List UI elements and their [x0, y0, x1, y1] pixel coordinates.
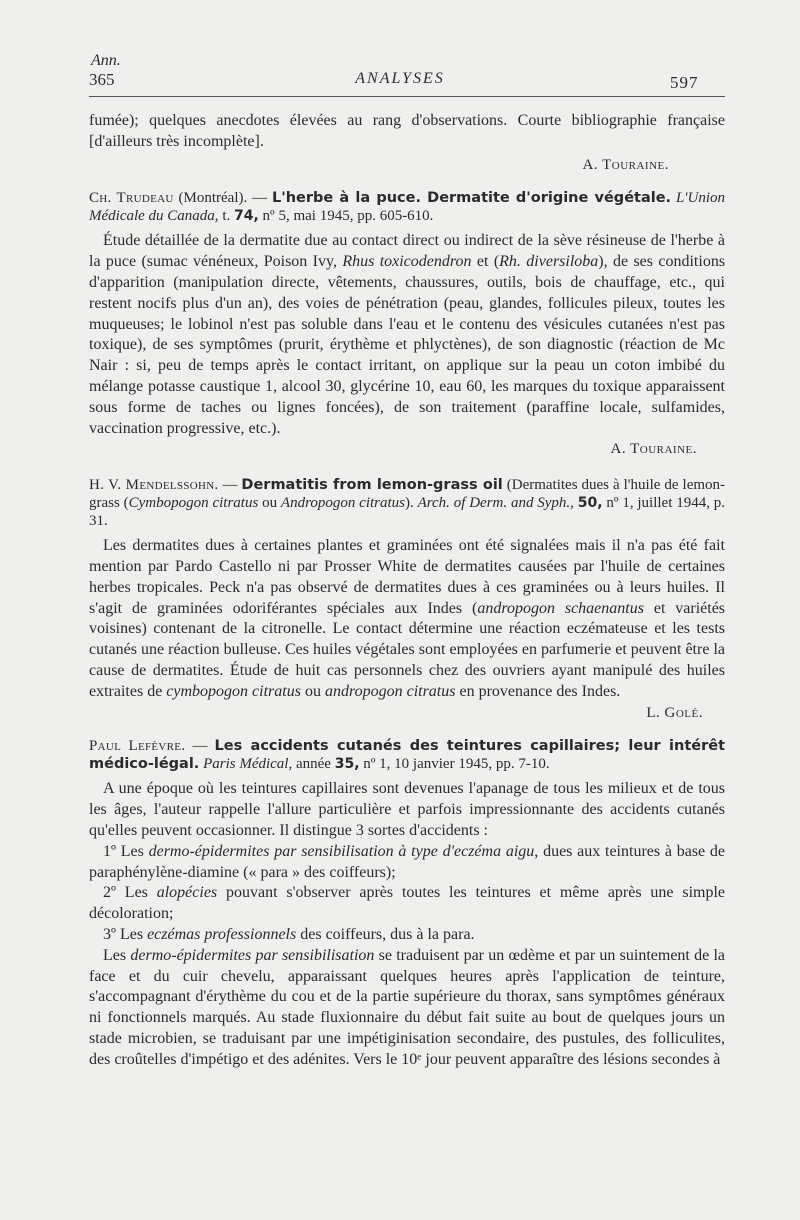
abstract-trudeau: Étude détaillée de la dermatite due au contact direct ou indirect de la sève résineuse de l'herbe à la puce (sumac vénéneux, Poison Ivy, Rhus toxicodendron et (Rh. diversiloba), de ses conditions d'apparition (manipulation directe, vêtements, chaussures, outils, bois de chauffage, etc., qui restent nocifs plus d'un an), des voies de pénétration (peau, glandes, follicules pileux, toutes les muqueuses; le lobinol n'est pas soluble dans l'eau et le contenu des vésicules cutanées n'est pas toxique), de ses symptômes (prurit, érythème et phlyctènes), de son diagnostic (réaction de Mc Nair : si, peu de temps après le contact irritant, on applique sur la peau un coton imbibé du mélange potasse caustique 1, alcool 30, glycérine 10, eau 60, les marques du toxique apparaissent sous forme de taches ou lignes foncées), de son traitement (paraffine locale, sulfamides, vaccination progressive, etc.). [89, 232, 726, 437]
list-item-3: 3º Les eczémas professionnels des coiffeurs, dus à la para. [103, 925, 475, 943]
running-title: ANALYSES [355, 70, 445, 87]
annotation-number: 365 [89, 70, 115, 89]
page-number: 597 [670, 73, 699, 92]
continuation-paragraph: fumée); quelques anecdotes élevées au rang d'observations. Courte bibliographie française [d'ailleurs très incomplète]. [89, 112, 725, 150]
signature-2: A. Touraine. [610, 441, 697, 458]
annotation-ann: Ann. [91, 52, 121, 69]
reference-mendelssohn: H. V. Mendelssohn. — Dermatitis from lemon-grass oil (Dermatites dues à l'huile de lemon-grass (Cymbopogon citratus ou Andropogon citratus). Arch. of Derm. and Syph., 50, nº 1, juillet 1944, p. 31. [89, 477, 726, 530]
list-item-2: 2º Les alopécies pouvant s'observer après toutes les teintures et même après une simple décoloration; [89, 884, 725, 923]
header-rule [89, 96, 725, 97]
abstract-lefevre-intro: A une époque où les teintures capillaires sont devenues l'apanage de tous les milieux et de tous les âges, l'auteur rappelle l'allure particulière et parfois impressionnante des accidents cutanés qu'elles peuvent occasionner. Il distingue 3 sortes d'accidents : [89, 780, 725, 839]
abstract-lefevre-body: Les dermo-épidermites par sensibilisation se traduisent par un œdème et par un suintement de la face et du cuir chevelu, apparaissant quelques heures après l'application de teinture, s'accompagnant d'érythème du cou et de la partie supérieure du thorax, sans symptômes généraux ni fonctionnels marqués. Au stade fluxionnaire du début fait suite au bout de quelques jours un stade microbien, se traduisant par une impétiginisation secondaire, des pustules, des folliculites, des croûtelles d'impétigo et des adénites. Vers le 10ᵉ jour peuvent apparaître des lésions secondes à [89, 946, 726, 1068]
signature-3: L. Golé. [646, 704, 703, 721]
list-item-1: 1º Les dermo-épidermites par sensibilisation à type d'eczéma aigu, dues aux teintures à base de paraphénylène-diamine (« para » des coiffeurs); [89, 842, 726, 881]
reference-trudeau: Ch. Trudeau (Montréal). — L'herbe à la puce. Dermatite d'origine végétale. L'Union Médicale du Canada, t. 74, nº 5, mai 1945, pp. 605-610. [89, 190, 726, 225]
reference-lefevre: Paul Lefèvre. — Les accidents cutanés des teintures capillaires; leur intérêt médico-légal. Paris Médical, année 35, nº 1, 10 janvier 1945, pp. 7-10. [89, 738, 726, 773]
abstract-mendelssohn: Les dermatites dues à certaines plantes et graminées ont été signalées mais il n'a pas été fait mention par Pardo Castello ni par Prosser White de dermatites causées par l'huile de certaines herbes tropicales. Peck n'a pas observé de dermatites dues à ces graminées ou à leurs huiles. Il s'agit de graminées odoriférantes spéciales aux Indes (andropogon schaenantus et variétés voisines) contenant de la citronelle. Le contact détermine une réaction eczémateuse et les tests cutanés une réaction bulleuse. Ces huiles végétales sont employées en parfumerie et peuvent être la cause de dermatites. Étude de huit cas personnels chez des ouvriers ayant manipulé des huiles extraites de cymbopogon citratus ou andropogon citratus en provenance des Indes. [89, 537, 726, 700]
signature-1: A. Touraine. [582, 156, 669, 173]
page-body [89, 111, 725, 1070]
